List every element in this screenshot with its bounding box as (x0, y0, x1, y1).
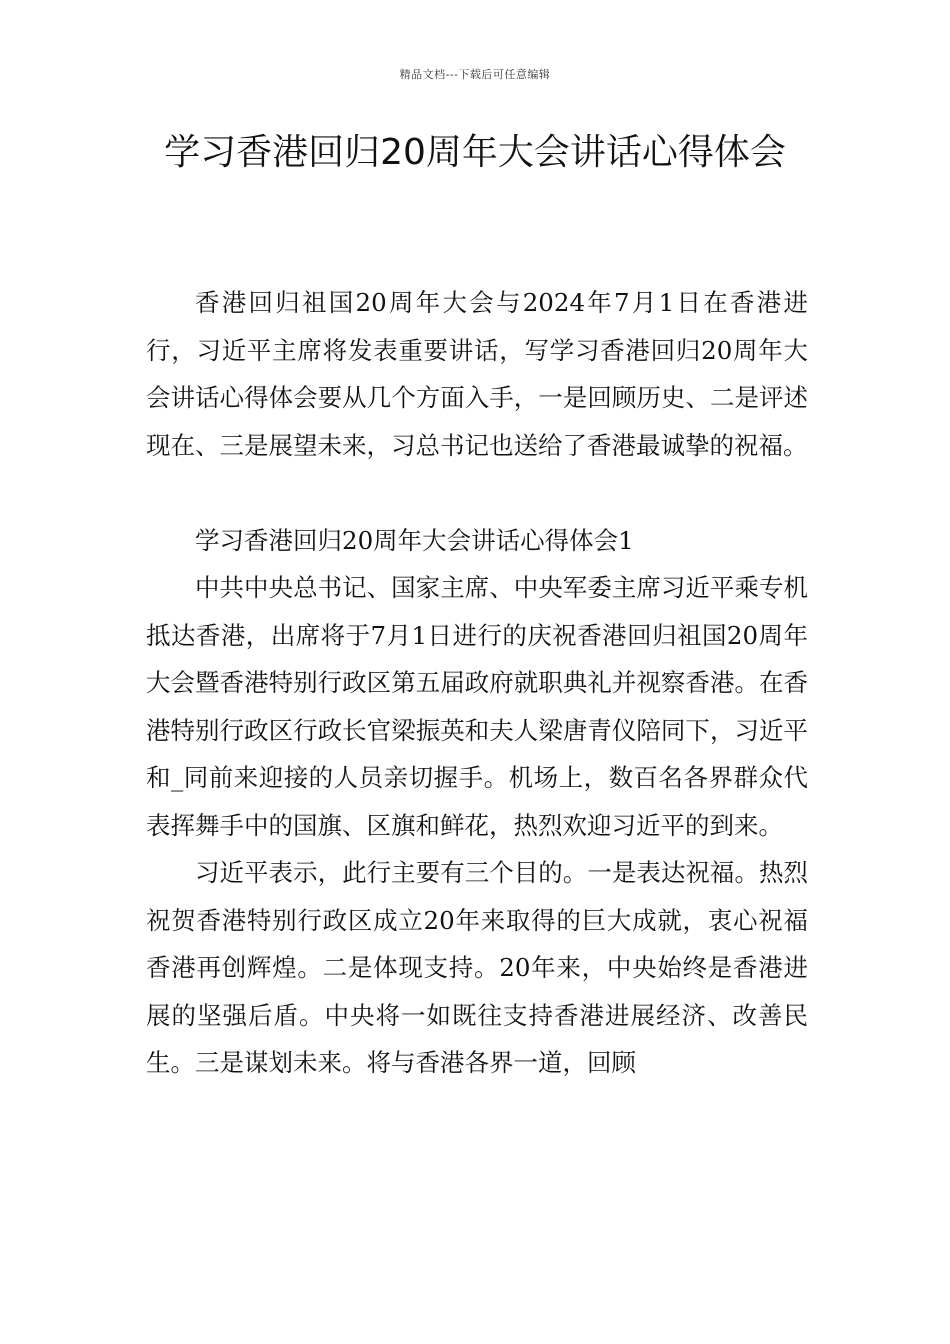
intro-paragraph: 香港回归祖国20周年大会与2024年7月1日在香港进行，习近平主席将发表重要讲话，写学习香港回归20周年大会讲话心得体会要从几个方面入手，一是回顾历史、二是评述现在、三是展望未来，习总书记也送给了香港最诚挚的祝福。 (146, 288, 808, 460)
body-paragraph: 习近平表示，此行主要有三个目的。一是表达祝福。热烈祝贺香港特别行政区成立20年来取得的巨大成就，衷心祝福香港再创辉煌。二是体现支持。20年来，中央始终是香港进展的坚强后盾。中央将一如既往支持香港进展经济、改善民生。三是谋划未来。将与香港各界一道，回顾 (146, 858, 808, 1077)
document-body (146, 279, 808, 1087)
body-paragraph: 中共中央总书记、国家主席、中央军委主席习近平乘专机抵达香港，出席将于7月1日进行的庆祝香港回归祖国20周年大会暨香港特别行政区第五届政府就职典礼并视察香港。在香港特别行政区行政长官梁振英和夫人梁唐青仪陪同下，习近平和_同前来迎接的人员亲切握手。机场上，数百名各界群众代表挥舞手中的国旗、区旗和鲜花，热烈欢迎习近平的到来。 (146, 573, 808, 840)
document-title: 学习香港回归20周年大会讲话心得体会 (164, 132, 786, 173)
header-note: 精品文档---下载后可任意编辑 (399, 68, 551, 81)
section-heading: 学习香港回归20周年大会讲话心得体会1 (195, 525, 634, 555)
